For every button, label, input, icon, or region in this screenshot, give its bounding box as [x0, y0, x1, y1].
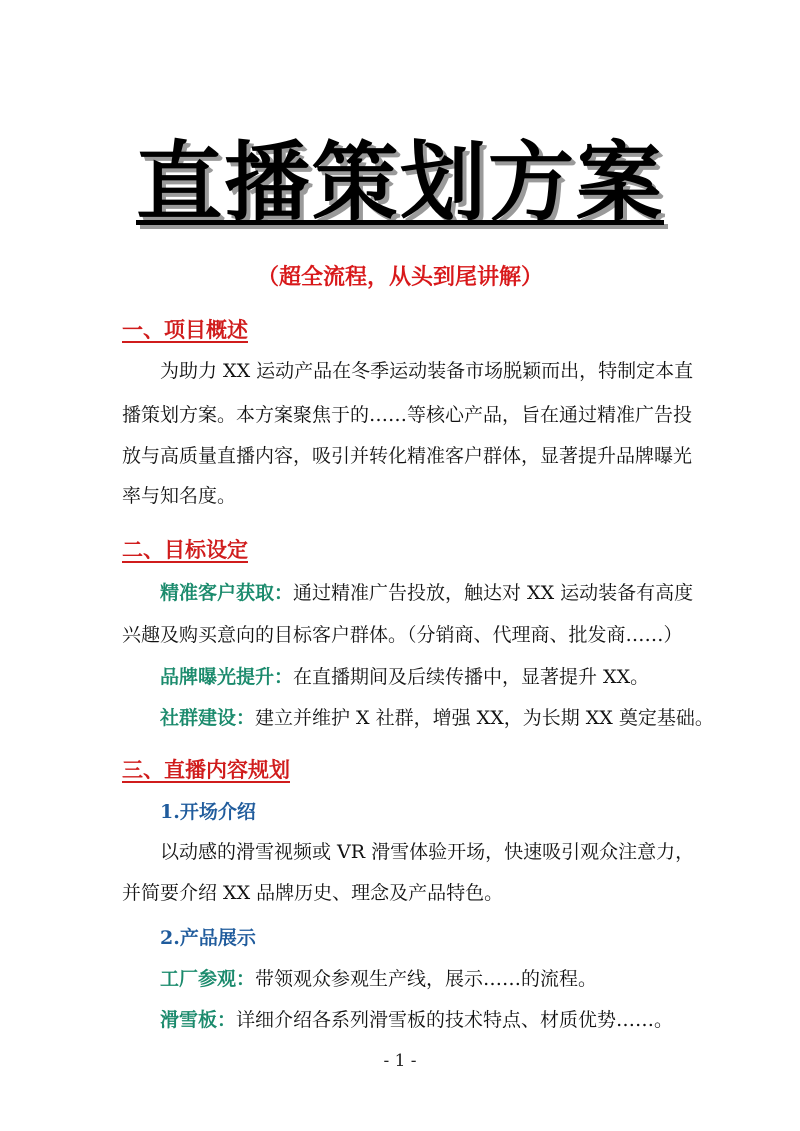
- document-subtitle: （超全流程，从头到尾讲解）: [256, 264, 543, 290]
- section-heading-overview: 一、项目概述: [122, 317, 248, 342]
- product-item-snowboard: [160, 1005, 673, 1035]
- goal-label-brand: 品牌曝光提升：: [160, 666, 294, 688]
- product-item-factory: [160, 964, 597, 994]
- goal-item-brand: [160, 662, 649, 692]
- subsection-product: 2.产品展示: [160, 927, 256, 949]
- opening-line-2: 并简要介绍 XX 品牌历史、理念及产品特色。: [122, 882, 504, 904]
- product-label-snowboard: 滑雪板：: [160, 1009, 237, 1031]
- goal-item-customer: [160, 578, 693, 608]
- product-text-factory: 带领观众参观生产线，展示……的流程。: [255, 968, 598, 990]
- product-label-factory: 工厂参观：: [160, 968, 256, 990]
- goal-text-brand: 在直播期间及后续传播中，显著提升 XX。: [293, 666, 650, 688]
- overview-line-4: 率与知名度。: [122, 485, 237, 507]
- section-heading-goals: 二、目标设定: [122, 537, 248, 562]
- goal-text-community: 建立并维护 X 社群，增强 XX，为长期 XX 奠定基础。: [255, 707, 714, 729]
- goal-label-community: 社群建设：: [160, 707, 256, 729]
- section-heading-content: 三、直播内容规划: [122, 757, 290, 782]
- subsection-opening: 1.开场介绍: [160, 801, 256, 823]
- goal-text-customer: 通过精准广告投放，触达对 XX 运动装备有高度: [293, 582, 694, 604]
- document-title: 直播策划方案: [136, 133, 664, 233]
- overview-line-1: 为助力 XX 运动产品在冬季运动装备市场脱颖而出，特制定本直: [160, 360, 694, 382]
- overview-line-3: 放与高质量直播内容，吸引并转化精准客户群体，显著提升品牌曝光: [122, 445, 693, 467]
- page-number: - 1 -: [383, 1051, 417, 1071]
- goal-item-customer-cont: 兴趣及购买意向的目标客户群体。（分销商、代理商、批发商……）: [122, 624, 683, 646]
- overview-line-2: 播策划方案。本方案聚焦于的……等核心产品，旨在通过精准广告投: [122, 404, 693, 426]
- product-text-snowboard: 详细介绍各系列滑雪板的技术特点、材质优势……。: [236, 1009, 674, 1031]
- goal-item-community: [160, 703, 714, 733]
- goal-label-customer: 精准客户获取：: [160, 582, 294, 604]
- opening-line-1: 以动感的滑雪视频或 VR 滑雪体验开场，快速吸引观众注意力，: [160, 841, 695, 863]
